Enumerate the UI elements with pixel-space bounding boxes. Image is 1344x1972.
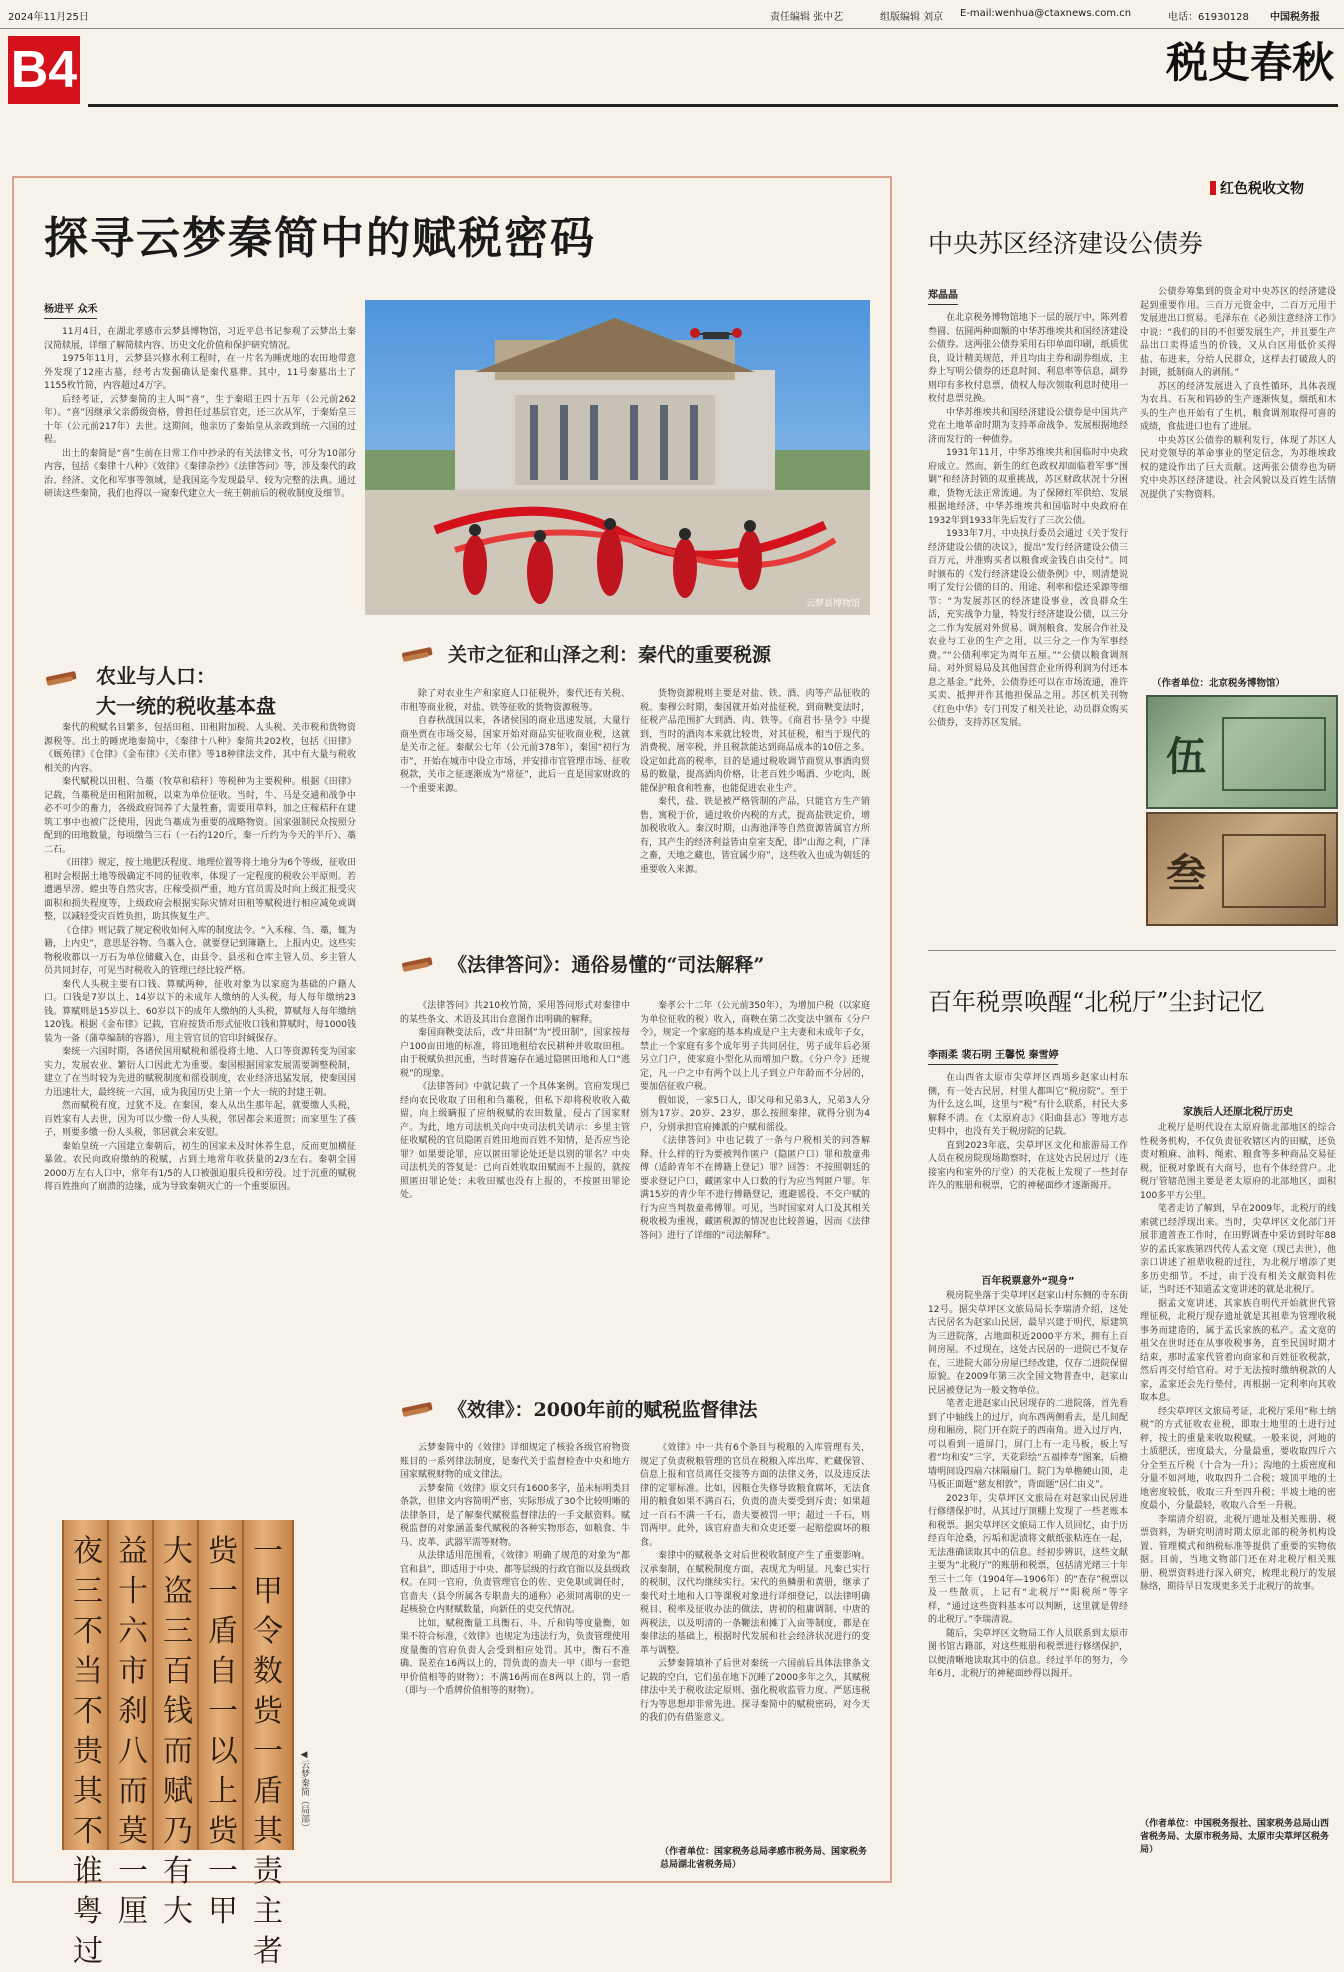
contact-phone: 电话：61930128: [1168, 12, 1249, 23]
contact-email[interactable]: E-mail:wenhua@ctaxnews.com.cn: [960, 8, 1132, 19]
article3-body-col2: 北税厅是明代设在太原府衙北部地区的综合性税务机构，不仅负责征收辖区内的田赋，还负责对粮麻、油料、绳索、粮食等多种商品交易征税，征税对象既有大商号，也有个体经营户。北税厅管辖范围主要是老太原府的北部地区，面积100多平方公里。 笔者走访了解到，早在2009年，北税厅的线索就已经浮现出来。当时，尖草坪区文化部门开展非遗普查工作时，在田野调查中采访到时年88岁的孟氏家族第四代传人孟文宽（现已去世），他亲口讲述了祖辈收税的过往，为北税厅增添了更多历史细节。不过，由于没有相关文献资料佐证，当时还不知道孟文宽讲述的就是北税厅。 据孟文宽讲述，其家族自明代开始就世代管理征税，北税厅现存遗址就是其祖辈为管理收税事务而建造的，属于孟氏家族的私产。孟文宽的祖父在世时还在从事收税事务，直至民国时期才结束，那时孟家代管着向商家和百姓征收税款，然后再交付给官府。对于无法按时缴纳税款的人家，孟家还会先行垫付，再根据一定利率向其收取本息。 经尖草坪区文旅局考证，北税厅采用“称土纳税”的方式征收农业税，即取土地里的土进行过秤，按土的重量来收取税赋。一般来说，河地的土质肥沃，密度最大，分量最重，要收取四斤六分全至五斤税（十合为一升）；沟地的土质密度和分量不如河地，收取四升二合税；坡顶平地的土地密度较低，收取三升至四升税；半坡土地的密度最小，分量最轻，收取八合至一升税。 李瑞清介绍说，北税厅遗址及相关账册、税票资料，为研究明清时期太原北部的税务机构设置、管理模式和纳税标准等提供了重要的实物依据。目前，当地文物部门还在对北税厅相关账册、税票资料进行深入研究，梳理北税厅的发展脉络，期待早日发现更多关于北税厅的故事。: [1140, 1123, 1336, 1592]
article-title: 探寻云梦秦简中的赋税密码: [44, 213, 596, 264]
issue-date: 2024年11月25日: [8, 12, 89, 23]
article3-subhead-2: 家族后人还原北税厅历史: [1183, 1107, 1293, 1118]
article2-body-col1: 在北京税务博物馆地下一层的展厅中，陈列着叁圆、伍圆两种面额的中华苏维埃共和国经济建设公债券。这两张公债券采用石印单面印刷，纸质优良，设计精美规范，并且均由主券和副券组成，主券上写明公债券的还息时间、利息率等信息，副券则印有多枚付息票，债权人每次领取利息时使用一枚付息票兑换。 中华苏维埃共和国经济建设公债券是中国共产党在土地革命时期为支持革命战争、发展根据地经济而发行的一种债券。 1931年11月，中华苏维埃共和国临时中央政府成立。然而，新生的红色政权却面临着军事“围剿”和经济封锁的双重挑战，苏区财政状况十分困难，货物无法正常流通。为了保障红军供给、发展根据地经济，中华苏维埃共和国临时中央政府在1932年到1933年先后发行了三次公债。 1933年7月，中央执行委员会通过《关于发行经济建设公债的决议》，提出“发行经济建设公债三百万元，并准购买者以粮食或金钱自由交付”。同时颁布的《发行经济建设公债条例》中，则清楚说明了发行公债的目的、用途、利率和偿还采源等细节：“为发展苏区的经济建设事业，改良群众生活，充实战争力量，特发行经济建设公债，以三分之二作为发展对外贸易、调剂粮食、发展合作社及农业与工业的生产之用，以三分之一作为军事经费。”“公债利率定为周年五厘。”“公债以粮食调剂局、对外贸易局及其他国营企业所得利润为付还本息之基金。”此外，公债券还可以在市场流通，准许买卖、抵押并作其他担保品之用。苏区机关刊物《红色中华》专门刊发了相关社论，动员群众购买公债券，支持苏区发展。: [928, 313, 1128, 728]
article3-title: 百年税票唤醒“北税厅”尘封记忆: [928, 988, 1265, 1016]
bamboo-caption: ◀云梦秦简（局部）: [299, 1750, 309, 1832]
museum-dancers-image: [365, 300, 870, 615]
article3-body-col1a: 在山西省太原市尖草坪区西墕乡赵家山村东侧，有一处古民居，村里人都叫它“税房院”。至于为什么这么叫，这里与“税”有什么联系，村民大多解释不清。在《太原府志》《阳曲县志》等地方志史料中，也没有关于税房院的记载。 直到2023年底，尖草坪区文化和旅游局工作人员在税房院现场勘察时，在这处古民居过厅（连接室内和室外的厅堂）的天花板上发现了一些封存许久的账册和税票，它的神秘面纱才逐渐揭开。: [928, 1073, 1128, 1191]
section-body-market-col1: 除了对农业生产和家庭人口征税外，秦代还有关税、市租等商业税，对盐、铁等征收的货物资源税等。 自春秋战国以来，各诸侯国的商业迅速发展，大量行商坐贾在市场交易，国家开始对商品实征收商业税，这就是关市之征。秦献公七年（公元前378年），秦国“初行为市”，开始在城市中设立市场，并安排市官管理市场、征收税款，关市之征逐渐成为“常征”，此后一直是国家财政的一个重要来源。: [400, 689, 630, 794]
article2-title: 中央苏区经济建设公债券: [928, 229, 1204, 258]
section-body-legal-col2: 秦孝公十二年（公元前350年），为增加户税（以家庭为单位征收的税）收入，商鞅在第二次变法中颁布《分户令》，规定一个家庭的基本构成是户主夫妻和未成年子女，禁止一个家庭有多个成年男子共同居住，男子成年后必须另立门户，使家庭小型化从而增加户数。《分户令》还规定，凡一户之中有两个以上儿子到立户年龄而不分居的，要加倍征收户税。 假如说，一家5口人，即父母和兄弟3人，兄弟3人分别为17岁、20岁、23岁，那么按照秦律，就得分别为4户，分别承担官府摊派的户赋和徭役。 《法律答问》中也记载了一条与户税相关的问答解释。什么样的行为要被判作匿户（隐匿户口）罪和敖童弗傅（适龄青年不在傅籍上登记）罪？回答：不按照朝廷的要求登记户口，藏匿家中人口数的行为应当判匿户罪。年满15岁的青少年不进行傅籍登记，逃避徭役、不交户赋的行为应当判敖童弗傅罪。可见，当时国家对人口及其相关税收极为重视，藏匿税源的情况也比较普遍，因而《法律答问》进行了详细的“司法解释”。: [640, 1001, 870, 1241]
bamboo-scroll-icon: [400, 1397, 434, 1419]
column-tag: 红色税收文物: [1210, 178, 1334, 198]
page-header: [0, 0, 1344, 29]
section-body-audit-col2: 《效律》中一共有6个条目与税粮的入库管理有关，规定了负责税粮管理的官员在税粮入库出库、贮藏保管、信息上报和官员离任交接等方面的法律义务，以及违反法律的定罪标准。比如，因粮仓失修导致粮食腐坏，无法食用的粮食如果不满百石，负责的啬夫要受到斥责；如果超过一百石不满一千石，啬夫要被罚一甲；超过一千石，则罚两甲。此外，该官府啬夫和众吏还要一起赔偿腐坏的粮食。 秦律中的赋税条文对后世税收制度产生了重要影响。汉承秦制，在赋税制度方面，表现尤为明显。凡秦已实行的税制，汉代均继续实行。宋代的鱼鳞册和黄册，继承了秦代对土地和人口等课税对象进行详细登记，以法律明确税目、税率及征收办法的做法，唐初的租庸调制、中唐的两税法，以及明清的一条鞭法和摊丁入亩等制度，都是在秦律法的基础上，根据时代发展和社会经济状况进行的变革与调整。 云梦秦简填补了后世对秦统一六国前后具体法律条文记载的空白，它们虽在地下沉睡了2000多年之久，其赋税律法中关于税收法定原则、强化税收监管力度、严惩违税行为等思想却非常先进。探寻秦简中的赋税密码，对今天的我们仍有借鉴意义。: [640, 1443, 870, 1723]
article-author-unit: （作者单位：国家税务总局孝感市税务局、国家税务总局湖北省税务局）: [660, 1847, 868, 1870]
section-body-audit-col1: 云梦秦简中的《效律》详细规定了核验各级官府物资账目的一系列律法制度，是秦代关于监督检查中央和地方国家赋税财物的成文律法。 云梦秦简《效律》原文只有1600多字，虽未标明类目条款，但律文内容简明严密，实际形成了30个比较明晰的法律条目，是了解秦代赋税监督律法的一手文献资料。赋税监督的对象涵盖秦代赋税的各种实物形态，如粮食、牛马、皮革、武器军需等财物。 从法律适用范围看，《效律》明确了规范的对象为“都官和县”，即适用于中央、都等层级的行政官衙以及县级政权。在同一官府，负责管理官仓的佐、史免职或调任时，官啬夫（县令所属各专职啬夫的通称）必须同离职的史一起核验仓内财赋数量，向新任的吏交代情况。 比如，赋税衡量工具衡石、斗、斤和钩等度量衡，如果不符合标准，《效律》也规定为违法行为，负责管理使用度量衡的官府负责人会受到相应处罚。其中，衡石不准确、误差在16两以上的，罚负责的啬夫一甲（即与一套铠甲价值相等的财物）；不满16两而在8两以上的，罚一盾（即与一个盾牌价值相等的财物）。: [400, 1443, 630, 1696]
article3-byline: 李雨柔 裴石明 王馨悦 秦雪婷: [928, 1046, 1058, 1065]
section-body-agriculture: 秦代的税赋名目繁多，包括田租、田租附加税、人头税、关市税和货物资源税等。出土的睡虎地秦简中，《秦律十八种》秦简共202枚，包括《田律》《厩苑律》《仓律》《金布律》《关市律》等18种律法文件，其中有大量与税收相关的内容。 秦代赋税以田租、刍藁（牧草和秸秆）等税种为主要税种。根据《田律》记载，刍藁税是田租附加税，以束为单位征收。当时，牛、马是交通和战争中必不可少的畜力，各级政府饲养了大量牲畜，需要用草料，加之庄稼秸秆在建筑工事中也被广泛使用，因此刍藁成为重要的战略物资。国家强制民众按照分配到的田地数量，每顷缴刍三石（一石约120斤，秦一斤约为今天的半斤）、藁二石。 《田律》规定，按土地肥沃程度、地理位置等将土地分为6个等级，征收田租时会根据土地等级确定不同的征收率，体现了一定程度的税收公平原则。若遭遇旱涝、蝗虫等自然灾害，庄稼受损严重，地方官员需及时向上级汇报受灾面积和损失程度等，上级政府会根据实际灾情对田租等赋税进行相应减免或调整，以减轻受灾百姓负担，助其恢复生产。 《仓律》则记载了规定税收如何入库的制度法令。“入禾稼、刍、藁，辄为籍，上内史”，意思是谷物、刍藁入仓，就要登记到簿籍上，上报内史。这些实物税收都以一万石为单位储藏入仓，由县令、县丞和仓库主管人员、乡主管人员共同封存，可见当时税收入的管理已经比较严格。 秦代人头税主要有口钱、算赋两种，征收对象为以家庭为基础的户籍人口。口钱是7岁以上、14岁以下的未成年人缴纳的人头税，每人每年缴纳23钱。算赋则是15岁以上、60岁以下的成年人缴纳的人头税，算赋每人每年缴纳120钱。根据《金布律》记载，官府按货币形式征收口钱和算赋时，每1000钱装为一备（蒲草编制的容器），用主管官员的官印封缄保存。 秦统一六国时期，各诸侯国用赋税和徭役将土地、人口等资源转变为国家实力，发展农业、繁衍人口因此尤为重要。秦国根据国家发展需要调整税制，建立了在当时较为先进的赋税制度和徭役制度，农业经济迅猛发展，使秦国国力迅速壮大，最终统一六国，成为我国历史上第一个大一统的封建王朝。 然而赋税有度，过犹不及。在秦国，秦人从出生那年起，就要缴人头税，百姓家有人去世，因为可以少缴一份人头税，邻居都会来道贺；而家里生了孩子，则要多缴一份人头税，邻居就会来安慰。 秦始皇统一六国建立秦朝后，初生的国家未及时休养生息，反而更加横征暴敛。农民向政府缴纳的税赋，占到土地常年收获量的2/3左右。秦朝全国2000万左右人口中，常年有1/5的人口被强迫服兵役和劳役。过于沉重的赋税将百姓推向了崩溃的边缘，成为导致秦朝灭亡的一个重要原因。: [44, 723, 356, 1192]
museum-photo: [365, 300, 870, 615]
article3-body-col1b: 税房院坐落于尖草坪区赵家山村东侧的寺东街12号。据尖草坪区文旅局局长李瑞清介绍，这处古民居名为赵家山民居，最早兴建于明代，原建筑为三进院落，占地面积近2000平方米，拥有上百间房屋。不过现在，这处古民居的一进院已不复存在，三进院大部分房屋已经改建，仅存二进院保留原貌。在2009年第三次全国文物普查中，赵家山民居被登记为一般文物单位。 笔者走进赵家山民居现存的二进院落，首先看到了中轴线上的过厅，向东西两侧看去，是几间配房和厢房，院门开在院子的西南角。进入过厅内，可以看到一道屏门，屏门上有一走马板，板上写着“均和安”三字，天花彩绘“五福捧寿”图案，后檐墙明间设四扇六抹隔扇门。院门为单檐硬山顶，走马板正面题“慈友相敦”，背面题“居仁由义”。 2023年，尖草坪区文旅局在对赵家山民居进行修缮保护时，从其过厅顶棚上发现了一些老账本和税票。据尖草坪区文旅局工作人员回忆，由于历经百年沧桑，污垢和泥渍将文献纸张粘连在一起，无法准确读取其中的信息。经初步辨识，这些文献主要为“北税厅”的账册和税票，包括清光绪三十年至三十二年（1904年—1906年）的“查存”税票以及一些散页，上记有“北税厅”“阳税所”等字样，“通过这些资料基本可以判断，这里就是曾经的北税厅。”李瑞清说。 随后，尖草坪区文物局工作人员联系到太原市图书馆古籍部，对这些账册和税票进行修缮保护，以便清晰地读取其中的信息。经过半年的努力，今年6月，北税厅的神秘面纱得以揭开。: [928, 1291, 1128, 1679]
bamboo-scroll-icon: [400, 642, 434, 664]
section-body-market-col2: 货物资源税则主要是对盐、铁、酒、肉等产品征收的税。秦穆公时期，秦国就开始对盐征税，到商鞅变法时，征税产品范围扩大到酒、肉、铁等。《商君书·垦令》中提到，当时的酒肉本来就比较贵，对其征税，相当于现代的消费税、屠宰税，并且税款能达到商品成本的10倍之多。设定如此高的税率，目的是通过税收调节商贸从事酒肉贸易的数量，提高酒肉价格，让老百姓少喝酒、少吃肉，既能保护粮食和牲畜，也能促进农业生产。 秦代，盐、铁是被严格管制的产品，只能官方生产销售，寓税于价，通过收价内税的方式，提高盐铁定价，增加税收收入。秦汉时期，山海池泽等自然资源皆属官方所有，其产生的经济利益皆由皇室支配，即“山海之利，广泽之畜，天地之藏也，皆宜属少府”，这些收入也成为朝廷的重要收入来源。: [640, 689, 870, 875]
photo-credit: 云梦县博物馆: [805, 599, 860, 609]
bamboo-slips-image: 夜三不当不贵其不谁粤过 益十六市刹八而莫一厘 大盗三百钱而赋乃有大 赀一盾自一以上赀一甲 一甲令数赀一盾其责主者: [62, 1520, 290, 1850]
article-intro: 11月4日，在湖北孝感市云梦县博物馆，习近平总书记参观了云梦出土秦汉简牍展，详细了解简牍内容、历史文化价值和保护研究情况。 1975年11月，云梦县兴修水利工程时，在一片名为睡虎地的农田地带意外发现了12座古墓，经考古发掘确认是秦代墓葬。其中，11号秦墓出土了1155枚竹简，内容超过4万字。 后经考证，云梦秦简的主人叫“喜”，生于秦昭王四十五年（公元前262年）。“喜”因继承父亲爵级资格，曾担任过基层官吏，还三次从军，于秦始皇三十年（公元前217年）去世。这期间，他亲历了秦始皇从亲政到统一六国的过程。 出土的秦简是“喜”生前在日常工作中抄录的有关法律文书，可分为10部分内容，包括《秦律十八种》《效律》《秦律杂抄》《法律答问》等，涉及秦代的政治、经济、文化和军事等领域，是我国迄今发现最早、较为完整的法典。通过研读这些秦简，我们也得以一窥秦代建立大一统王朝前后的税收制度及细节。: [44, 327, 356, 499]
bamboo-scroll-icon: [400, 952, 434, 974]
section-divider: [928, 950, 1336, 951]
article3-subhead-1: 百年税票意外“现身”: [981, 1276, 1075, 1287]
article2-body-col2: 公债券筹集到的资金对中央苏区的经济建设起到重要作用。三百万元资金中，二百万元用于发展进出口贸易。毛泽东在《必须注意经济工作》中说：“我们的目的不但要发展生产，并且要生产品出口卖得适当的价钱，又从白区用低价买得盐、布进来，分给人民群众，这样去打破敌人的封锁，抵制商人的剥削。” 苏区的经济发展进入了良性循环，具体表现为农具、石灰和钨砂的生产逐渐恢复，烟纸和木头的生产也开始有了生机，粮食调剂取得可喜的成绩，食盐进口也有了进展。 中央苏区公债券的顺利发行，体现了苏区人民对党领导的革命事业的坚定信念，为苏维埃政权的建设作出了巨大贡献。这两张公债券也为研究中央苏区经济建设、社会风貌以及百姓生活情况提供了实物资料。: [1140, 287, 1336, 500]
editor-credit: 责任编辑 张中艺: [770, 12, 844, 23]
newspaper-name: 中国税务报: [1270, 12, 1320, 23]
article2-byline: 郑晶晶: [928, 286, 958, 305]
layout-credit: 组版编辑 刘京: [880, 12, 944, 23]
page-number-badge: B4: [8, 36, 80, 104]
article3-author-unit: （作者单位：中国税务报社、国家税务总局山西省税务局、太原市税务局、太原市尖草坪区税务局）: [1140, 1819, 1330, 1855]
article-byline: 杨进平 众禾: [44, 300, 97, 319]
bamboo-scroll-icon: [44, 666, 78, 688]
bond-certificate-san: 叁: [1146, 812, 1338, 926]
tag-marker-icon: [1210, 181, 1216, 195]
bond-certificate-wu: 伍: [1146, 695, 1338, 809]
section-body-legal-col1: 《法律答问》共210枚竹简，采用答问形式对秦律中的某些条文、术语及其出台意图作出明确的解释。 秦国商鞅变法后，改“井田制”为“授田制”，国家按每户100亩田地的标准，将田地租给农民耕种并收取田租。由于税赋负担沉重，当时普遍存在通过隐匿田地和人口“逃税”的现象。 《法律答问》中就记载了一个具体案例。官府发现已经向农民收取了田租和刍藁税，但私下却将税收收入截留，向上级瞒报了应纳税赋的农田数量，侵占了国家财产。为此，地方司法机关向中央司法机关请示：乡里主管征收赋税的官员隐匿百姓田地而百姓不知情，是否应当论罪？如果要论罪，应以匿田罪论处还是以别的罪名？中央司法机关的答复是：已向百姓收取田赋而不上报的，就按照匿田罪论处；未收田赋也没有上报的，不按匿田罪论处。: [400, 1001, 630, 1200]
section-title: 税史春秋: [1165, 38, 1334, 87]
header-rule: [88, 104, 1338, 107]
article2-author-unit: （作者单位：北京税务博物馆）: [1152, 678, 1286, 689]
